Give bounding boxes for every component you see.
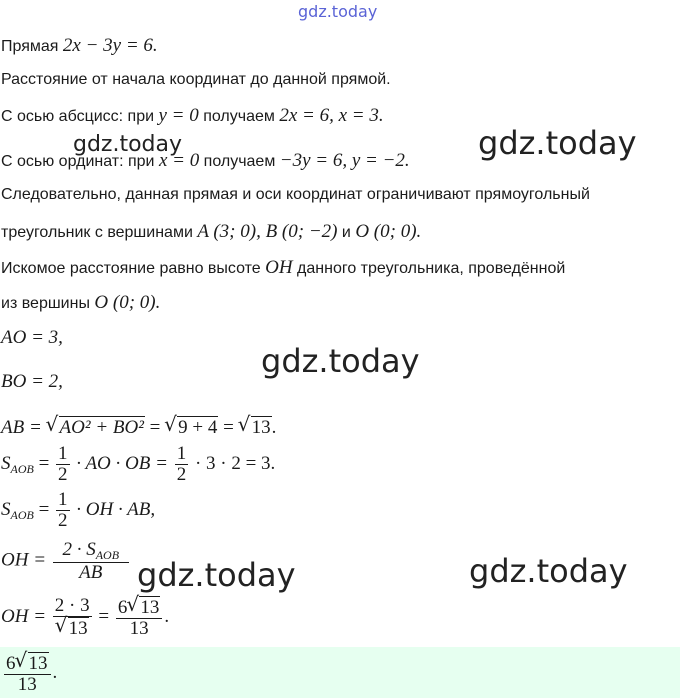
- line-y-axis: [1, 151, 410, 170]
- radicand: 9 + 4: [178, 417, 218, 438]
- fraction: [56, 444, 70, 485]
- math: −3y = 6, y = −2.: [279, 150, 410, 171]
- numerator: 1: [58, 443, 68, 464]
- watermark: gdz.today: [137, 556, 296, 594]
- numerator: [4, 652, 51, 674]
- text: и: [337, 224, 356, 241]
- radicand: AO² + BO²: [59, 417, 144, 438]
- formula-ab: [1, 416, 276, 437]
- math: · 3 · 2 = 3.: [190, 452, 276, 474]
- denominator: 13: [116, 618, 163, 639]
- sqrt: [16, 652, 49, 674]
- text: Расстояние от начала координат до данной прямой.: [1, 71, 391, 88]
- formula-ao: AO = 3,: [1, 327, 63, 348]
- text: С осью абсцисс: при: [1, 108, 159, 125]
- text: Искомое расстояние равно высоте: [1, 260, 266, 277]
- math: O (0; 0).: [355, 221, 422, 242]
- formula-area-2: [1, 490, 155, 531]
- formula-area-1: [1, 444, 275, 485]
- text: треугольник с вершинами: [1, 224, 198, 241]
- radicand: 13: [251, 417, 271, 438]
- line-given-line: [1, 36, 158, 55]
- math: OH: [265, 257, 293, 278]
- text: Следовательно, данная прямая и оси координат ограничивают прямоугольный: [1, 186, 590, 203]
- subscript: AOB: [10, 507, 34, 522]
- sqrt: [239, 416, 272, 437]
- text: получаем: [199, 153, 280, 170]
- numerator: 1: [176, 443, 187, 464]
- denominator: 2: [58, 509, 68, 531]
- math: x = 0: [158, 150, 200, 171]
- math: .: [52, 661, 58, 683]
- math: O (0; 0).: [94, 292, 161, 313]
- math: .: [271, 417, 277, 438]
- fraction: [53, 540, 129, 583]
- math: · OH · AB,: [71, 498, 156, 520]
- watermark: gdz.today: [261, 342, 420, 380]
- line-task: [1, 72, 391, 88]
- denominator: 13: [4, 674, 51, 695]
- radicand: 13: [68, 617, 88, 639]
- line-height: [1, 258, 565, 277]
- math: =: [144, 417, 166, 438]
- math: =: [33, 452, 55, 474]
- answer: [2, 652, 57, 695]
- subscript: AOB: [95, 548, 120, 562]
- formula-oh-1: [1, 540, 131, 583]
- math: 6: [117, 597, 128, 618]
- math-equation: 2x − 3y = 6.: [62, 35, 158, 56]
- line-conclusion: [1, 187, 590, 203]
- denominator: [53, 616, 92, 639]
- line-vertices: [1, 222, 421, 241]
- radicand: 13: [28, 653, 48, 674]
- text: из вершины: [1, 295, 95, 312]
- formula-bo: BO = 2,: [1, 371, 63, 392]
- numerator: 1: [58, 489, 68, 510]
- line-x-axis: [1, 106, 384, 125]
- subscript: AOB: [10, 461, 34, 476]
- denominator: 2: [58, 463, 68, 485]
- denominator: 2: [176, 463, 187, 485]
- math: =: [33, 498, 55, 520]
- fraction: [175, 444, 189, 485]
- fraction: [56, 490, 70, 531]
- math: S: [1, 498, 11, 520]
- watermark: gdz.today: [478, 124, 637, 162]
- math: 2 · S: [62, 539, 96, 560]
- math: 6: [6, 653, 16, 674]
- math: OH =: [1, 605, 51, 627]
- radicand: 13: [140, 597, 160, 618]
- fraction: [4, 652, 51, 695]
- sqrt: [56, 617, 89, 639]
- text: Прямая: [1, 38, 63, 55]
- math: 2x = 6, x = 3.: [279, 105, 384, 126]
- math: AB =: [1, 417, 47, 438]
- text: С осью ординат: при: [1, 153, 159, 170]
- watermark: gdz.today: [73, 132, 183, 157]
- math: A (3; 0), B (0; −2): [197, 221, 338, 242]
- sqrt: [127, 596, 160, 618]
- fraction: [53, 596, 92, 639]
- sqrt: [47, 416, 145, 437]
- text: данного треугольника, проведённой: [292, 260, 566, 277]
- denominator: AB: [53, 562, 129, 583]
- math: =: [93, 605, 114, 627]
- math: .: [164, 605, 170, 627]
- math: =: [218, 417, 239, 438]
- sqrt: [165, 416, 218, 437]
- numerator: [116, 596, 163, 618]
- watermark-top: gdz.today: [298, 2, 378, 21]
- math: · AO · OB =: [71, 452, 173, 474]
- math: y = 0: [158, 105, 199, 126]
- math: OH =: [1, 549, 51, 571]
- answer-box: [0, 647, 680, 698]
- math: S: [1, 452, 11, 474]
- numerator: [53, 540, 129, 562]
- watermark: gdz.today: [469, 552, 628, 590]
- numerator: 2 · 3: [54, 595, 90, 616]
- text: получаем: [198, 108, 280, 125]
- fraction: [116, 596, 163, 639]
- formula-oh-2: [1, 596, 169, 639]
- line-vertex: [1, 293, 160, 312]
